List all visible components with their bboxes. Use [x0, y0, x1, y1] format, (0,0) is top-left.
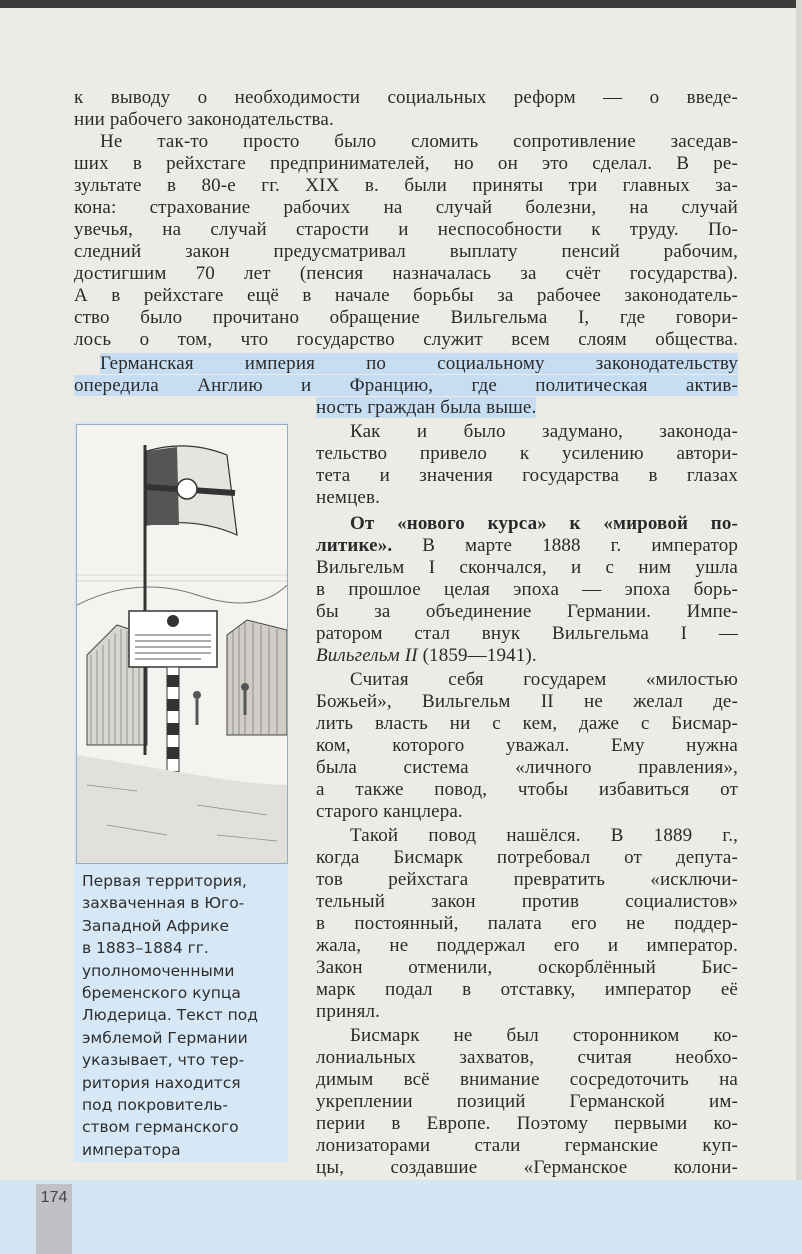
- highlighted-line: Германская империя по социальному законодательству: [100, 353, 738, 374]
- text-line: литике». В марте 1888 г. император: [316, 535, 738, 556]
- text-line: к выводу о необходимости социальных реформ — о введе-: [74, 87, 738, 108]
- text-line: марк подал в отставку, император её: [316, 979, 738, 1000]
- text-line: Вильгельм I скончался, и с ним ушла: [316, 557, 738, 578]
- text-line: принял.: [316, 1001, 381, 1022]
- caption-line: Людерица. Текст под: [82, 1006, 258, 1025]
- text-line: Считая себя государем «милостью: [350, 669, 738, 690]
- caption-line: эмблемой Германии: [82, 1028, 248, 1047]
- text-line: а также повод, чтобы избавиться от: [316, 779, 738, 800]
- text-line: тета и значения государства в глазах: [316, 465, 738, 486]
- text-line: Такой повод нашёлся. В 1889 г.,: [350, 825, 738, 846]
- text-line: немцев.: [316, 487, 380, 508]
- section-heading: От «нового курса» к «мировой по-: [350, 513, 738, 534]
- text-line: цы, создавшие «Германское колони-: [316, 1157, 738, 1178]
- text-line: Не так-то просто было сломить сопротивление заседав-: [100, 131, 738, 152]
- figure-caption: [82, 870, 282, 1161]
- text-line: увечья, на случай старости и неспособности к труду. По-: [74, 219, 738, 240]
- caption-line: ством германского: [82, 1118, 239, 1137]
- caption-line: императора: [82, 1140, 181, 1159]
- text-line: перии в Европе. Поэтому первыми ко-: [316, 1113, 738, 1134]
- text-line: в постоянный, палата его не поддер-: [316, 913, 738, 934]
- text-line: димым всё внимание сосредоточить на: [316, 1069, 738, 1090]
- text-line: достигшим 70 лет (пенсия назначалась за счёт государства).: [74, 263, 738, 284]
- flag-boundary-post-illustration: [76, 424, 288, 864]
- text-line: старого канцлера.: [316, 801, 463, 822]
- caption-line: в 1883–1884 гг.: [82, 939, 209, 958]
- caption-line: под покровитель-: [82, 1095, 228, 1114]
- caption-line: бременского купца: [82, 983, 241, 1002]
- text-line: жала, не поддержал его и император.: [316, 935, 738, 956]
- caption-line: Западной Африке: [82, 916, 230, 935]
- caption-line: Первая территория,: [82, 872, 247, 890]
- text-line: кона: страхование рабочих на случай болезни, на случай: [74, 197, 738, 218]
- text-line: А в рейхстаге ещё в начале борьбы за рабочее законодатель-: [74, 285, 738, 306]
- text-line: тельный закон против социалистов»: [316, 891, 738, 912]
- caption-line: уполномоченными: [82, 961, 235, 980]
- text-line: тельство привело к усилению автори-: [316, 443, 738, 464]
- page-right-edge: [796, 0, 802, 1254]
- text-line: лониальных захватов, считая необхо-: [316, 1047, 738, 1068]
- text-line: лось о том, что государство служит всем слоям общества.: [74, 329, 738, 350]
- text-line: Вильгельм II (1859—1941).: [316, 645, 537, 666]
- text-line: когда Бисмарк потребовал от депута-: [316, 847, 738, 868]
- text-line: в прошлое целая эпоха — эпоха борь-: [316, 579, 738, 600]
- text-line: ство было прочитано обращение Вильгельма I, где говори-: [74, 307, 738, 328]
- text-line: Закон отменили, оскорблённый Бис-: [316, 957, 738, 978]
- text-line: ратором стал внук Вильгельма I —: [316, 623, 738, 644]
- text-line: Божьей», Вильгельм II не желал де-: [316, 691, 738, 712]
- text-line: лонизаторами стали германские куп-: [316, 1135, 738, 1156]
- text-line: ком, которого уважал. Ему нужна: [316, 735, 738, 756]
- text-line: Бисмарк не был сторонником ко-: [350, 1025, 738, 1046]
- page-bottom-band: [0, 1180, 802, 1254]
- page-top-edge: [0, 0, 802, 8]
- text-line: тов рейхстага превратить «исключи-: [316, 869, 738, 890]
- text-line: укреплении позиций Германской им-: [316, 1091, 738, 1112]
- text-line: нии рабочего законодательства.: [74, 109, 334, 130]
- caption-line: указывает, что тер-: [82, 1051, 245, 1070]
- caption-line: ритория находится: [82, 1073, 241, 1092]
- highlighted-line: ность граждан была выше.: [316, 397, 537, 418]
- figure-panel: [74, 422, 288, 1162]
- text-line: бы за объединение Германии. Импе-: [316, 601, 738, 622]
- page-number: 174: [36, 1184, 72, 1254]
- highlighted-line: опередила Англию и Францию, где политическая актив-: [74, 375, 738, 396]
- text-line: была система «личного правления»,: [316, 757, 738, 778]
- caption-line: захваченная в Юго-: [82, 894, 245, 913]
- text-line: ших в рейхстаге предпринимателей, но он это сделал. В ре-: [74, 153, 738, 174]
- text-line: лить власть ни с кем, даже с Бисмар-: [316, 713, 738, 734]
- text-line: зультате в 80-е гг. XIX в. были приняты три главных за-: [74, 175, 738, 196]
- text-line: Как и было задумано, законода-: [350, 421, 738, 442]
- text-line: следний закон предусматривал выплату пенсий рабочим,: [74, 241, 738, 262]
